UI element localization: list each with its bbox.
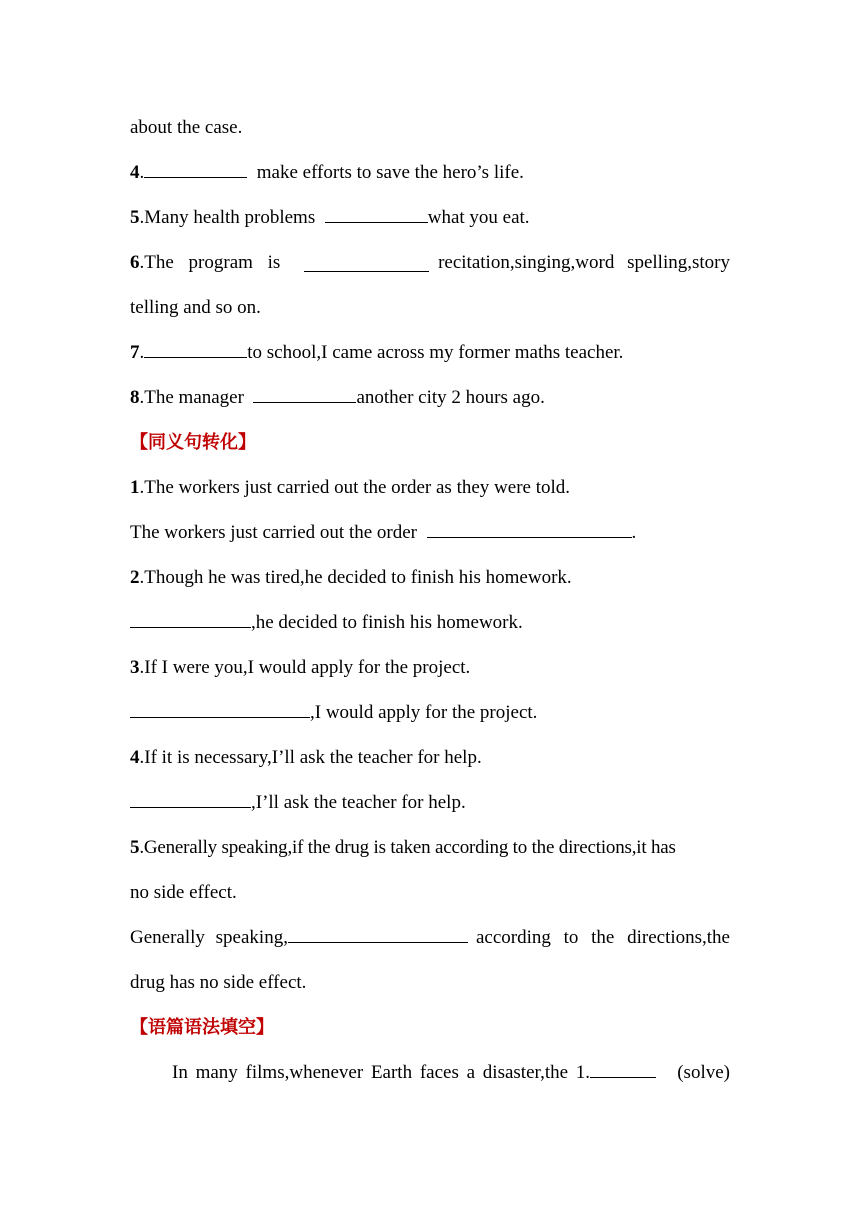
question-text: according to the directions,the [475, 927, 730, 948]
question-text: ,I would apply for the project. [310, 702, 538, 723]
question-8 [130, 375, 730, 420]
question-number: 2 [130, 567, 140, 588]
question-text: ,he decided to finish his homework. [251, 612, 523, 633]
question-text: . [139, 342, 145, 363]
synonym-3-original [130, 645, 730, 690]
synonym-4-original [130, 735, 730, 780]
question-text: make efforts to save the hero’s life. [247, 162, 524, 183]
question-text: .If I were you,I would apply for the project. [139, 657, 471, 678]
question-text: . [139, 162, 145, 183]
answer-blank[interactable] [427, 523, 632, 538]
question-number: 4 [130, 162, 140, 183]
text-line [130, 960, 730, 1005]
question-number: 7 [130, 342, 140, 363]
section-heading-synonym: 【同义句转化】 [130, 432, 256, 453]
question-number: 8 [130, 387, 140, 408]
section-heading-cloze: 【语篇语法填空】 [130, 1017, 274, 1038]
continuation-text: about the case. [130, 117, 243, 138]
question-number: 5 [130, 837, 140, 858]
answer-blank[interactable] [325, 208, 428, 223]
answer-blank[interactable] [590, 1063, 656, 1078]
cloze-paragraph [130, 1050, 730, 1095]
question-6 [130, 240, 730, 285]
question-number: 5 [130, 207, 140, 228]
question-number: 4 [130, 747, 140, 768]
text-line [130, 105, 730, 150]
synonym-1-rewrite [130, 510, 730, 555]
question-text: telling and so on. [130, 297, 261, 318]
answer-blank[interactable] [130, 793, 251, 808]
document-page [130, 105, 730, 1095]
question-text: The workers just carried out the order [130, 522, 422, 543]
question-5 [130, 195, 730, 240]
question-number: 1 [130, 477, 140, 498]
question-text: .The workers just carried out the order as they were told. [139, 477, 571, 498]
question-7 [130, 330, 730, 375]
question-text: . [631, 522, 637, 543]
question-text: Generally speaking, [130, 927, 288, 948]
question-text: .Generally speaking,if the drug is taken according to the directions,it has [139, 837, 676, 858]
answer-blank[interactable] [304, 257, 429, 272]
synonym-5-original [130, 825, 730, 870]
question-number: 3 [130, 657, 140, 678]
question-text: to school,I came across my former maths teacher. [247, 342, 624, 363]
question-text: .The manager [139, 387, 249, 408]
question-text: what you eat. [427, 207, 530, 228]
question-text: drug has no side effect. [130, 972, 307, 993]
question-text: .The program is [139, 252, 296, 273]
answer-blank[interactable] [288, 928, 468, 943]
text-line [130, 870, 730, 915]
answer-blank[interactable] [144, 163, 247, 178]
passage-text: In many films,whenever Earth faces a disaster,the 1. [172, 1062, 591, 1083]
synonym-5-rewrite [130, 915, 730, 960]
question-text: recitation,singing,word spelling,story [438, 252, 730, 273]
question-number: 6 [130, 252, 140, 273]
answer-blank[interactable] [130, 703, 310, 718]
synonym-2-rewrite [130, 600, 730, 645]
synonym-2-original [130, 555, 730, 600]
question-text: .Though he was tired,he decided to finish his homework. [139, 567, 572, 588]
answer-blank[interactable] [130, 613, 251, 628]
question-text: ,I’ll ask the teacher for help. [251, 792, 466, 813]
question-text: .Many health problems [139, 207, 320, 228]
question-4 [130, 150, 730, 195]
synonym-4-rewrite [130, 780, 730, 825]
answer-blank[interactable] [144, 343, 247, 358]
synonym-3-rewrite [130, 690, 730, 735]
question-text: another city 2 hours ago. [356, 387, 545, 408]
text-line [130, 285, 730, 330]
synonym-1-original [130, 465, 730, 510]
question-text: no side effect. [130, 882, 237, 903]
answer-blank[interactable] [253, 388, 356, 403]
question-text: .If it is necessary,I’ll ask the teacher for help. [139, 747, 482, 768]
passage-text: (solve) [677, 1062, 730, 1083]
